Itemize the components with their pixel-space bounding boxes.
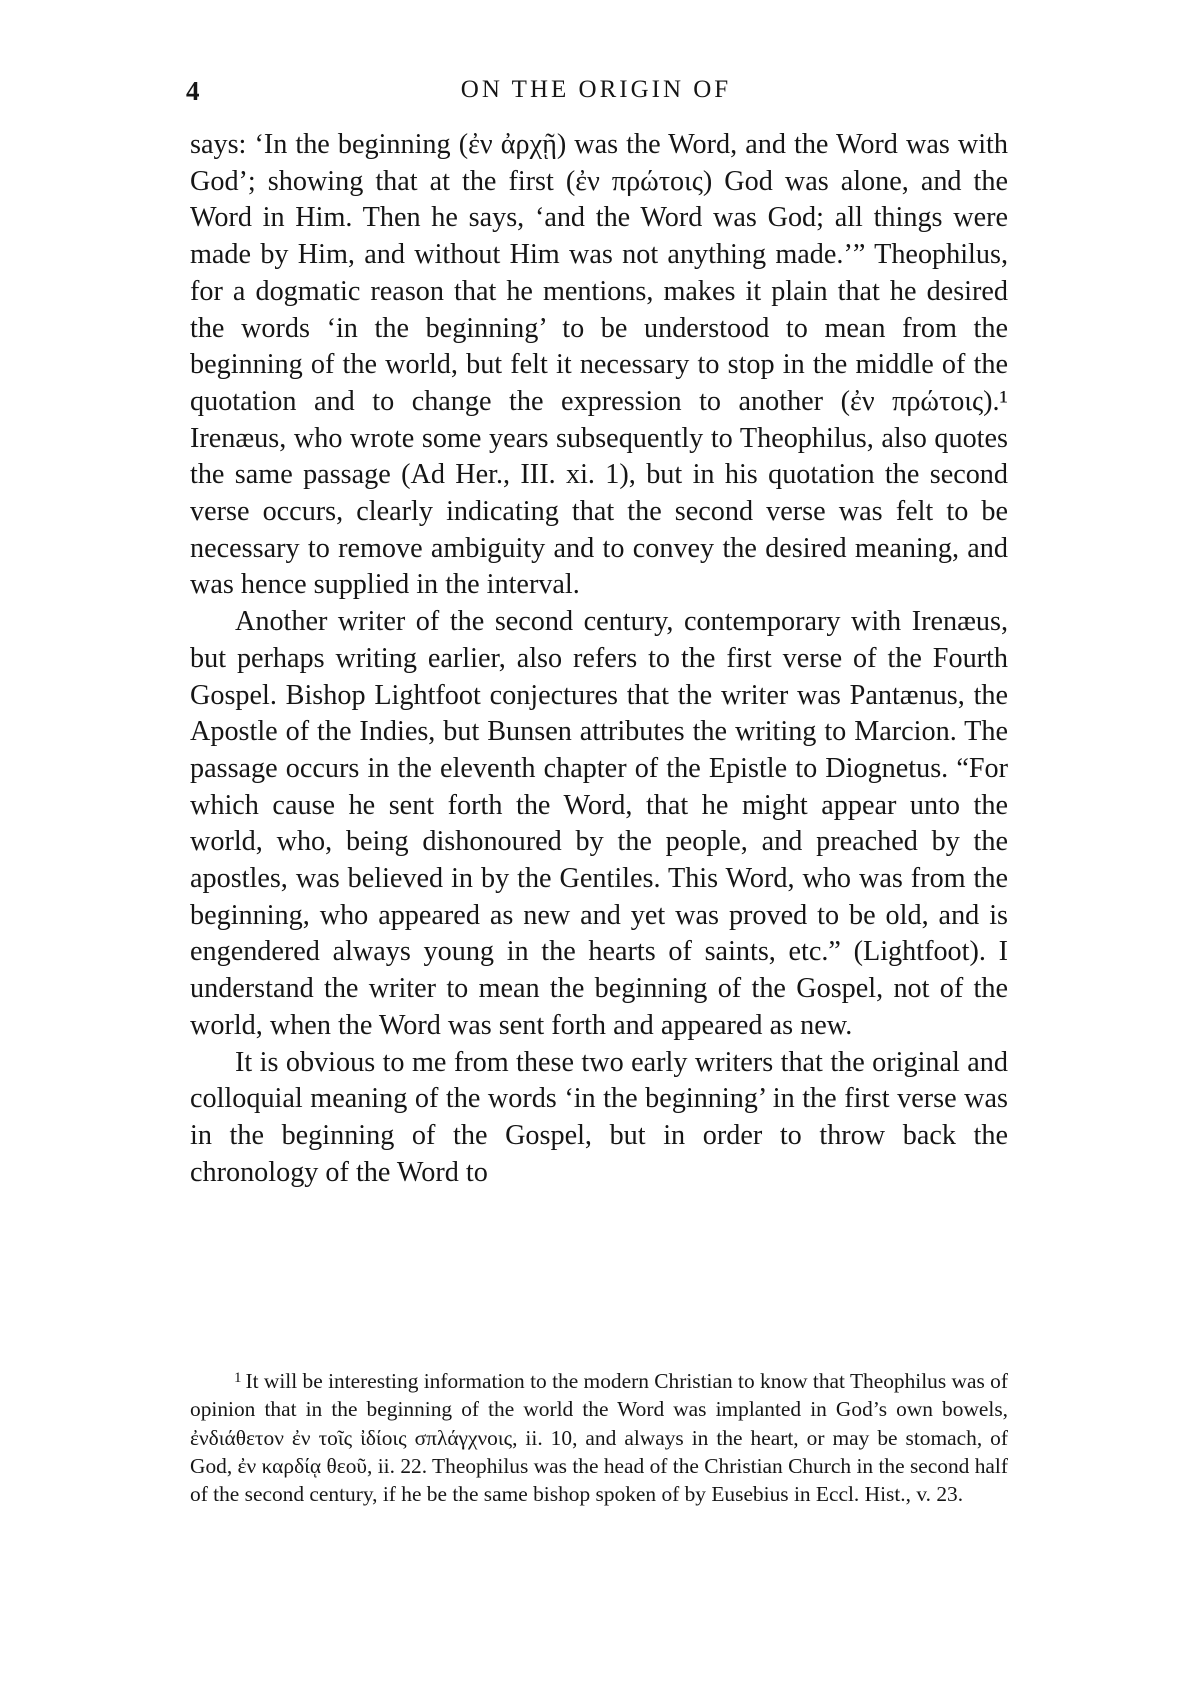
page-number: 4 bbox=[186, 76, 200, 106]
footnote-text: It will be interesting information to the modern Christian to know that Theophilus was of opinion that in the beginning of the world the Word was implanted in God’s own bowels, ἐνδιάθετον ἐν τοῖς ἰδίοις σπλάγχνοις, ii. 10, and always in the heart, or may be stomach, of God, ἐν καρδίᾳ θεοῦ, ii. 22. Theophilus was the head of the Christian Church in the second half of the second century, if he be the same bishop spoken of by Eusebius in Eccl. Hist., v. 23. bbox=[190, 1369, 1008, 1507]
paragraph-3: It is obvious to me from these two early writers that the original and colloquial meaning of the words ‘in the beginning’ in the first verse was in the beginning of the Gospel, but in order to throw back the chronology of the Word to bbox=[190, 1046, 1008, 1188]
footnote-paragraph bbox=[190, 1364, 1008, 1508]
paragraph-1: says: ‘In the beginning (ἐν ἀρχῇ) was the Word, and the Word was with God’; showing that at the first (ἐν πρώτοις) God was alone, and the Word in Him. Then he says, ‘and the Word was God; all things were made by Him, and without Him was not anything made.’” Theophilus, for a dogmatic reason that he mentions, makes it plain that he desired the words ‘in the beginning’ to be understood to mean from the beginning of the world, but felt it necessary to stop in the middle of the quotation and to change the expression to another (ἐν πρώτοις).¹ Irenæus, who wrote some years subsequently to Theophilus, also quotes the same passage (Ad Her., III. xi. 1), but in his quotation the second verse occurs, clearly indicating that the second verse was felt to be necessary to remove ambiguity and to convey the desired meaning, and was hence supplied in the interval. bbox=[190, 129, 1008, 601]
footnote bbox=[190, 1364, 1008, 1508]
running-title: ON THE ORIGIN OF bbox=[460, 76, 732, 103]
footnote-mark: 1 bbox=[234, 1370, 242, 1386]
paragraph-2: Another writer of the second century, contemporary with Irenæus, but perhaps writing earlier, also refers to the first verse of the Fourth Gospel. Bishop Lightfoot conjectures that the writer was Pantænus, the Apostle of the Indies, but Bunsen attributes the writing to Marcion. The passage occurs in the eleventh chapter of the Epistle to Diognetus. “For which cause he sent forth the Word, that he might appear unto the world, who, being dishonoured by the people, and preached by the apostles, was believed in by the Gentiles. This Word, who was from the beginning, who appeared as new and yet was proved to be old, and is engendered always young in the hearts of saints, etc.” (Lightfoot). I understand the writer to mean the beginning of the Gospel, not of the world, when the Word was sent forth and appeared as new. bbox=[190, 606, 1008, 1041]
main-text bbox=[190, 127, 1008, 1191]
page-header bbox=[186, 76, 1006, 116]
